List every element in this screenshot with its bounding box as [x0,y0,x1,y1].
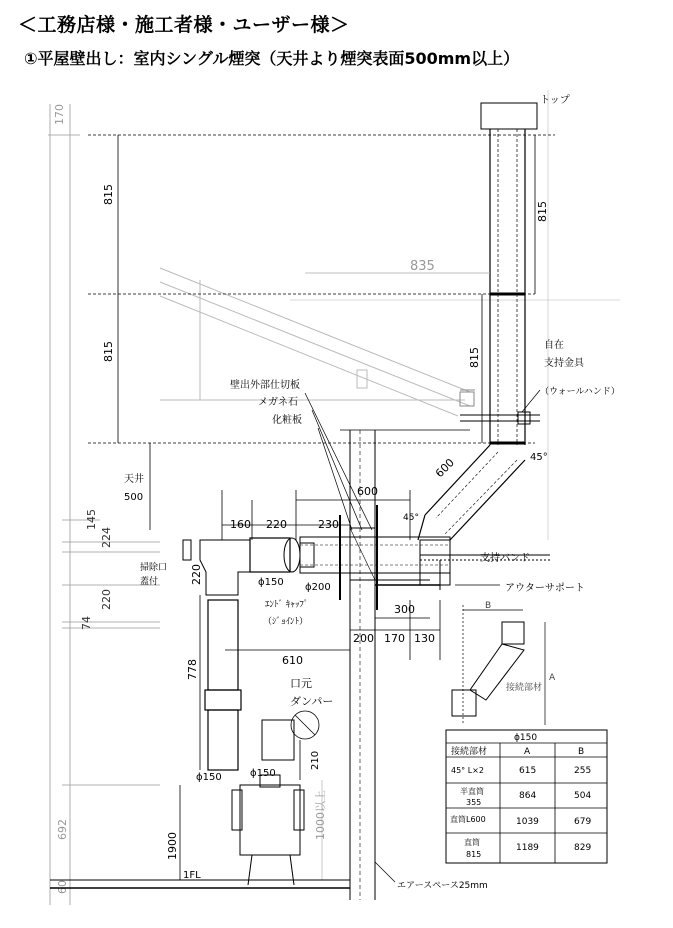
table-row-name: 直筒 [464,838,480,847]
label-45a: 45° [530,452,548,463]
vertical-chimney [490,129,525,445]
dim-835: 835 [410,259,435,274]
outer-support [375,560,440,590]
dim-815-right-mid: 815 [468,347,481,368]
dim-220-inner: 220 [190,564,203,585]
table-row-a: 615 [519,766,537,776]
dim-1900: 1900 [166,832,179,860]
label-45b: 45° [403,513,419,523]
label-megane: メガネ石 [258,397,298,408]
table-row-name-sub: 355 [466,798,482,807]
dim-170: 170 [53,104,66,125]
table-row-b: 504 [574,791,592,801]
leader-lines [305,393,372,530]
dim-778: 778 [186,659,199,680]
label-free: 自在 [544,340,564,351]
stove-flue [205,600,241,770]
dim-220-h: 220 [266,518,287,531]
dim-210: 210 [310,750,321,770]
table-row-name-sub: 815 [466,850,482,859]
table-title: ɸ150 [514,733,538,743]
table-header-name: 接続部材 [451,747,488,757]
label-top: トップ [540,95,570,106]
dim-160: 160 [230,518,251,531]
dim-230: 230 [318,518,339,531]
table-row-name: 直筒L600 [450,815,486,824]
dim-692: 692 [56,819,69,840]
table-row-a: 864 [519,791,537,801]
label-phi150-low: ɸ150 [196,772,222,783]
table-row-a: 1039 [516,817,539,827]
dim-300: 300 [394,603,415,616]
table-header-a: A [524,747,531,757]
dim-610: 610 [282,654,303,667]
dim-130: 130 [414,632,435,645]
label-phi200: ɸ200 [305,582,331,593]
table-row-name: 45° L×2 [451,766,484,775]
label-phi150-mid: ɸ150 [250,768,276,779]
table-row-a: 1189 [516,843,539,853]
label-cleanout: 掃除口 [140,563,168,573]
table-row-b: 829 [574,843,592,853]
dim-815-left-mid: 815 [102,341,115,362]
label-fl: 1FL [183,870,201,881]
dim-170b: 170 [384,632,405,645]
dim-74: 74 [80,616,93,630]
label-wall-outer-plate: 壁出外部仕切板 [230,380,300,391]
label-wall-hand: （ウォールハンド） [540,387,620,397]
table-row-name: 半直筒 [460,787,484,796]
dim-224: 224 [100,527,113,548]
dim-600-diag: 600 [432,456,457,481]
dim-600-top: 600 [357,485,378,498]
label-air-space: エアースペース25mm [397,881,488,891]
dim-145: 145 [85,509,98,530]
end-cap-joint [250,538,314,572]
dim-815-left-top: 815 [102,184,115,205]
left-dim-guides [48,104,160,905]
left-dims [118,135,150,530]
label-support-band: 支持バンド [480,553,530,564]
ceiling-500: 500 [124,492,144,503]
dim-815-right-top: 815 [536,201,549,222]
dim-220-v: 220 [100,589,113,610]
ceiling-label: 天井 [124,474,144,485]
label-support-fitting: 支持金具 [544,358,584,369]
dim-60: 60 [56,880,69,894]
page-subtitle: ①平屋壁出し：室内シングル煙突（天井より煙突表面500mm以上） [24,49,520,68]
roof [160,268,475,416]
table-row-b: 255 [574,766,592,776]
label-cosmetic-board: 化粧板 [272,415,302,426]
label-end-cap: ｴﾝﾄﾞ ｷｬｯﾌﾟ [265,600,309,610]
table-header-b: B [578,747,585,757]
chimney-top [481,103,537,129]
label-phi150-end: ɸ150 [258,577,284,588]
label-mouth: 口元 [290,677,312,690]
level-lines [88,135,555,443]
label-b: B [485,601,492,611]
label-damper: ダンパー [290,695,334,708]
connector-sketch [452,605,545,725]
label-outer-support: アウターサポート [505,583,585,594]
label-a: A [549,673,556,683]
spec-table [446,730,607,863]
page-title: ＜工務店様・施工者様・ユーザー様＞ [18,14,350,36]
horizontal-dims [222,490,410,540]
stove [232,720,304,885]
dim-200: 200 [353,632,374,645]
label-joint-part: 接続部材 [506,683,543,693]
diagonal-pipe [418,445,525,540]
dim-1000: 1000以上 [314,790,327,840]
table-row-b: 679 [574,817,592,827]
floor [50,880,350,888]
label-with-lid: 蓋付 [140,577,159,587]
label-joint: （ｼﾞｮｲﾝﾄ） [263,617,309,627]
wall-hand [460,412,540,424]
